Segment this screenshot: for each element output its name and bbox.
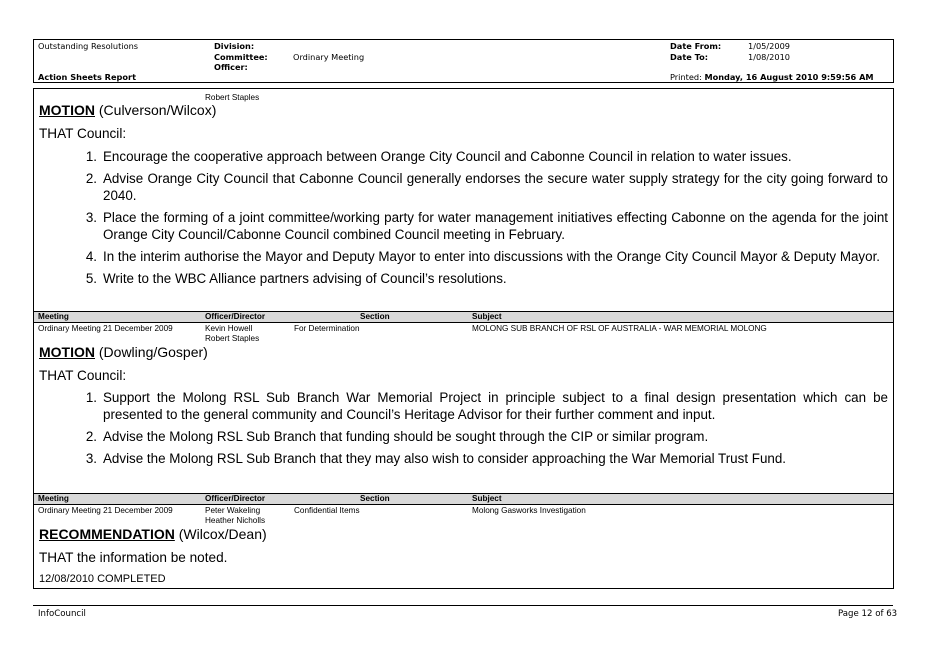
date-to-value: 1/08/2010 <box>748 52 790 62</box>
col-section: Section <box>360 494 390 503</box>
section-cell: Confidential Items <box>294 506 360 515</box>
report-name: Action Sheets Report <box>38 72 136 82</box>
list-text: Advise the Molong RSL Sub Branch that they may also wish to consider approaching the War Memorial Trust Fund. <box>103 451 787 466</box>
resolution-lead: THAT the information be noted. <box>39 550 228 565</box>
list-number: 3. <box>85 210 97 225</box>
list-item <box>81 170 888 204</box>
list-text: Write to the WBC Alliance partners advising of Council’s resolutions. <box>103 271 507 286</box>
motion-keyword: MOTION <box>39 344 95 360</box>
col-officer: Officer/Director <box>205 312 266 321</box>
list-text: Advise the Molong RSL Sub Branch that funding should be sought through the CIP or similar program. <box>103 429 709 444</box>
list-item <box>81 428 888 445</box>
list-number: 5. <box>85 271 97 286</box>
subject-cell: Molong Gasworks Investigation <box>472 506 586 515</box>
list-number: 2. <box>85 429 97 444</box>
subject-cell: MOLONG SUB BRANCH OF RSL OF AUSTRALIA - WAR MEMORIAL MOLONG <box>472 324 767 333</box>
resolution-lead: THAT Council: <box>39 126 127 141</box>
printed-info <box>670 72 874 82</box>
table-header <box>34 312 893 322</box>
list-text: Place the forming of a joint committee/working party for water management initiatives effecting Cabonne on the agenda for the joint Orange City Council/Cabonne Council combined Council meeting in February. <box>103 210 888 242</box>
list-number: 4. <box>85 249 97 264</box>
division-label: Division: <box>214 41 255 51</box>
resolution-lead: THAT Council: <box>39 368 127 383</box>
officer-label: Officer: <box>214 62 248 72</box>
footer-app-name: InfoCouncil <box>38 609 86 619</box>
date-from-value: 1/05/2009 <box>748 41 790 51</box>
footer-divider <box>33 605 893 606</box>
list-number: 1. <box>85 149 97 164</box>
completion-status: 12/08/2010 COMPLETED <box>39 573 166 585</box>
motion-heading <box>39 102 216 119</box>
list-text: In the interim authorise the Mayor and Deputy Mayor to enter into discussions with the Orange City Council Mayor & Deputy Mayor. <box>103 249 881 264</box>
recommendation-keyword: RECOMMENDATION <box>39 526 175 542</box>
meeting-cell: Ordinary Meeting 21 December 2009 <box>38 324 173 333</box>
header-underline <box>34 322 893 323</box>
list-number: 1. <box>85 390 97 405</box>
list-item <box>81 148 888 165</box>
date-from-label: Date From: <box>670 41 722 51</box>
resolutions-table <box>33 88 894 589</box>
committee-label: Committee: <box>214 52 268 62</box>
resolution-list <box>81 148 888 292</box>
date-to-label: Date To: <box>670 52 709 62</box>
col-subject: Subject <box>472 494 502 503</box>
officer-continued: Robert Staples <box>205 93 260 102</box>
recommendation-movers: (Wilcox/Dean) <box>174 526 267 542</box>
col-meeting: Meeting <box>38 494 69 503</box>
resolution-list <box>81 389 888 472</box>
motion-heading <box>39 344 208 361</box>
list-number: 3. <box>85 451 97 466</box>
list-text: Support the Molong RSL Sub Branch War Memorial Project in principle subject to a final design presentation which can be presented to the general community and Council’s Heritage Advisor for their further comment and input. <box>103 390 888 422</box>
officer-cell: Kevin Howell <box>205 324 253 333</box>
list-item <box>81 248 888 265</box>
col-section: Section <box>360 312 390 321</box>
list-number: 2. <box>85 171 97 186</box>
officer-cell-2: Heather Nicholls <box>205 516 266 525</box>
list-text: Encourage the cooperative approach between Orange City Council and Cabonne Council in relation to water issues. <box>103 149 792 164</box>
motion-keyword: MOTION <box>39 102 95 118</box>
committee-value: Ordinary Meeting <box>293 52 365 62</box>
col-subject: Subject <box>472 312 502 321</box>
list-item <box>81 450 888 467</box>
motion-movers: (Culverson/Wilcox) <box>95 102 217 118</box>
list-item <box>81 209 888 243</box>
printed-label: Printed: <box>670 72 702 82</box>
motion-movers: (Dowling/Gosper) <box>95 344 208 360</box>
list-item <box>81 389 888 423</box>
section-cell: For Determination <box>294 324 360 333</box>
meeting-cell: Ordinary Meeting 21 December 2009 <box>38 506 173 515</box>
list-text: Advise Orange City Council that Cabonne Council generally endorses the secure water supply strategy for the city going forward to 2040. <box>103 171 888 203</box>
page-number: Page 12 of 63 <box>838 609 898 619</box>
officer-cell: Peter Wakeling <box>205 506 261 515</box>
printed-value: Monday, 16 August 2010 9:59:56 AM <box>704 72 874 82</box>
table-header <box>34 494 893 504</box>
header-underline <box>34 504 893 505</box>
col-officer: Officer/Director <box>205 494 266 503</box>
officer-cell-2: Robert Staples <box>205 334 260 343</box>
list-item <box>81 270 888 287</box>
recommendation-heading <box>39 526 267 543</box>
col-meeting: Meeting <box>38 312 69 321</box>
report-title: Outstanding Resolutions <box>38 41 139 51</box>
